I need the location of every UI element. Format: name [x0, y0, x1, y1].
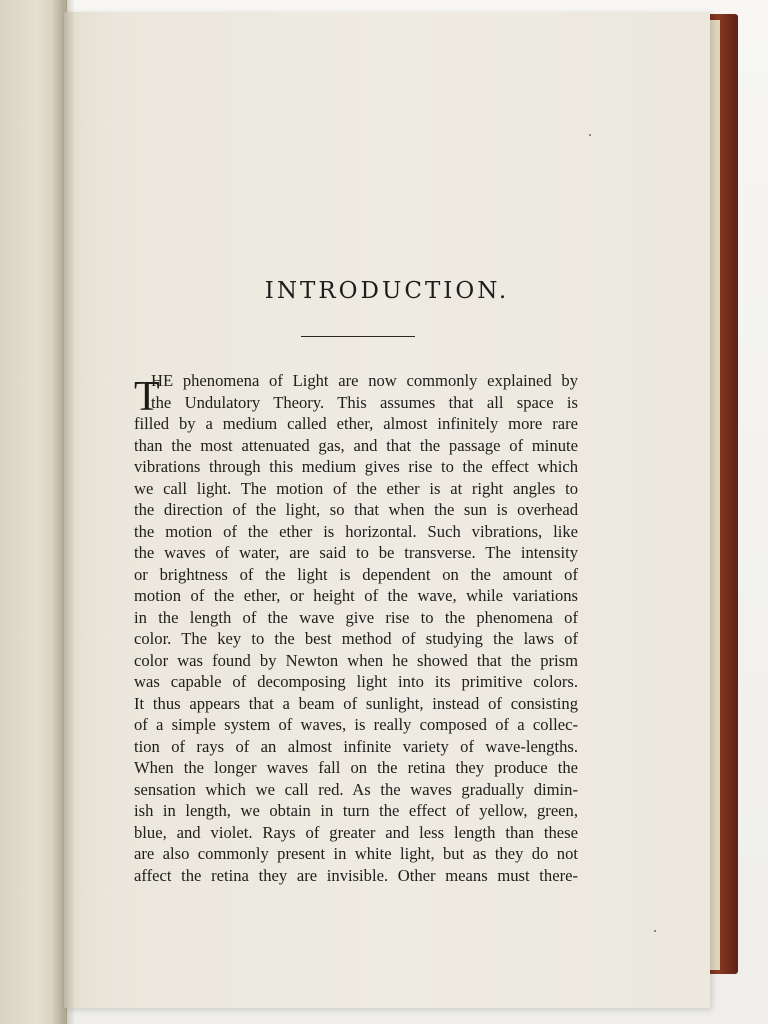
paper-speck	[654, 930, 656, 932]
text-line: the motion of the ether is horizontal. Such vibrations, like	[134, 521, 578, 541]
text-line: It thus appears that a beam of sunlight, instead of consisting	[134, 693, 578, 713]
body-text	[134, 370, 578, 886]
text-line: in the length of the wave give rise to the phenomena of	[134, 607, 578, 627]
text-line: the waves of water, are said to be transverse. The intensity	[134, 543, 578, 562]
text-line: are also commonly present in white light, but as they do not	[134, 844, 578, 863]
text-line: affect the retina they are invisible. Other means must there-	[134, 865, 578, 885]
book-page	[64, 12, 710, 1008]
text-line: color. The key to the best method of studying the laws of	[134, 629, 578, 648]
text-line: HE phenomena of Light are now commonly explained by	[151, 371, 578, 390]
text-line: than the most attenuated gas, and that the passage of minute	[134, 435, 578, 455]
text-line: ish in length, we obtain in turn the effect of yellow, green,	[134, 801, 578, 820]
paper-speck	[589, 134, 591, 136]
text-line: vibrations through this medium gives rise to the effect which	[134, 457, 578, 476]
page-gutter-shadow	[52, 0, 74, 1024]
chapter-heading: INTRODUCTION.	[264, 278, 510, 304]
text-line: of a simple system of waves, is really composed of a collec-	[134, 715, 578, 734]
text-line: was capable of decomposing light into its primitive colors.	[134, 672, 578, 691]
drop-cap: T	[134, 374, 160, 420]
text-line: motion of the ether, or height of the wave, while variations	[134, 586, 578, 605]
text-line: we call light. The motion of the ether is at right angles to	[134, 478, 578, 498]
text-line: filled by a medium called ether, almost infinitely more rare	[134, 414, 578, 433]
heading-rule	[301, 336, 415, 337]
text-line: color was found by Newton when he showed that the prism	[134, 650, 578, 670]
text-line: sensation which we call red. As the waves gradually dimin-	[134, 779, 578, 799]
text-line: or brightness of the light is dependent on the amount of	[134, 564, 578, 584]
text-line: the Undulatory Theory. This assumes that all space is	[151, 392, 578, 412]
text-line: When the longer waves fall on the retina they produce the	[134, 758, 578, 777]
text-line: blue, and violet. Rays of greater and less length than these	[134, 822, 578, 842]
text-line: the direction of the light, so that when the sun is overhead	[134, 500, 578, 519]
text-line: tion of rays of an almost infinite variety of wave-lengths.	[134, 736, 578, 756]
